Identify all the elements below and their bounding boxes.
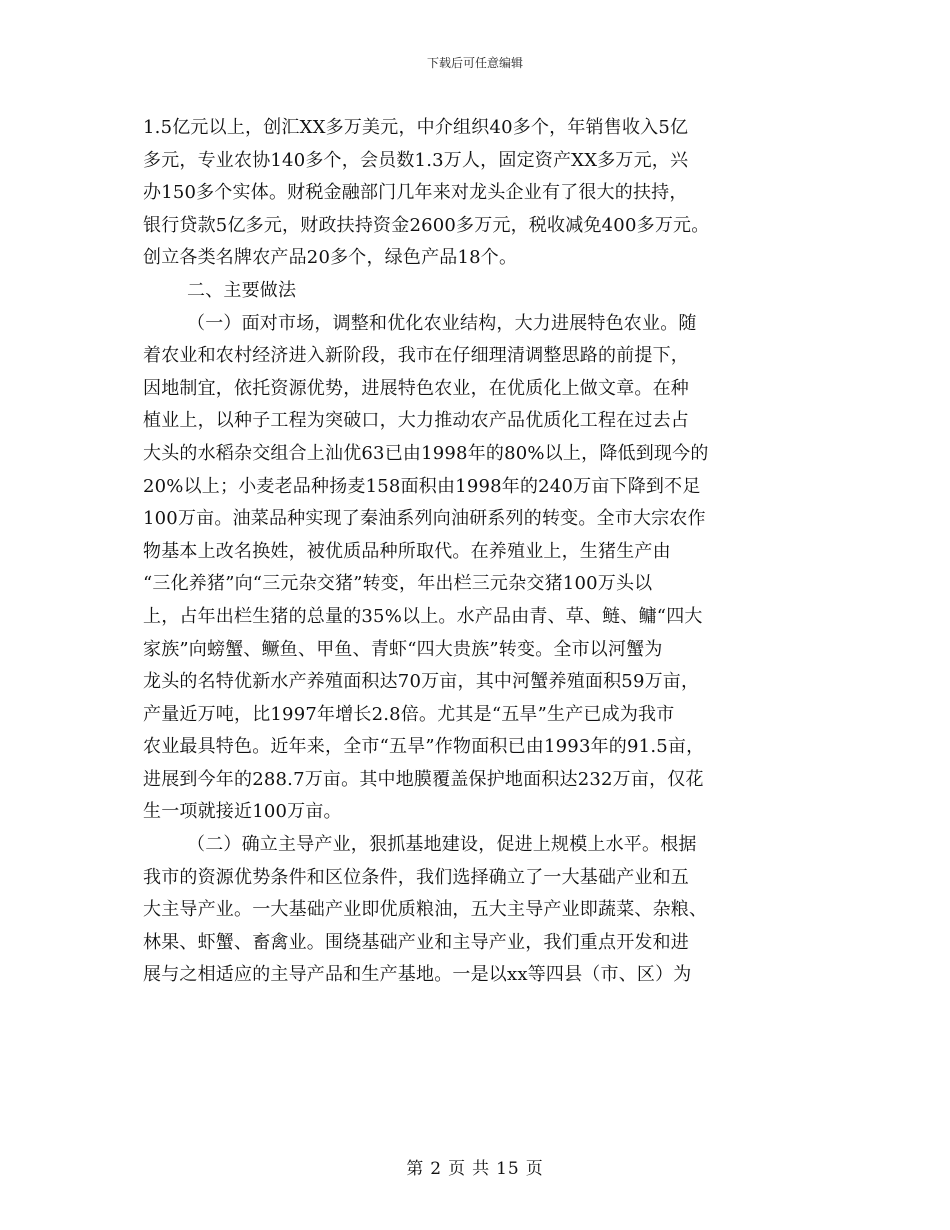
text-line: 农业最具特色。近年来，全市“五旱”作物面积已由1993年的91.5亩， <box>143 736 705 758</box>
text-line: 家族”向螃蟹、鳜鱼、甲鱼、青虾“四大贵族”转变。全市以河蟹为 <box>143 638 663 660</box>
text-line: 大主导产业。一大基础产业即优质粮油，五大主导产业即蔬菜、杂粮、 <box>143 899 708 921</box>
text-line: “三化养猪”向“三元杂交猪”转变，年出栏三元杂交猪100万头以 <box>143 573 653 595</box>
footer-label: 共 <box>472 1159 491 1179</box>
text-line: 大头的水稻杂交组合上汕优63已由1998年的80%以上，降低到现今的 <box>143 442 709 464</box>
text-line: （一）面对市场，调整和优化农业结构，大力进展特色农业。随 <box>187 312 697 334</box>
text-line: 创立各类名牌农产品20多个，绿色产品18个。 <box>143 247 518 269</box>
total-page-number: 15 <box>496 1159 520 1179</box>
text-line: 办150多个实体。财税金融部门几年来对龙头企业有了很大的扶持， <box>143 182 688 204</box>
text-line: 林果、虾蟹、畜禽业。围绕基础产业和主导产业，我们重点开发和进 <box>143 931 689 953</box>
text-line: 上，占年出栏生猪的总量的35%以上。水产品由青、草、鲢、鳙“四大 <box>143 605 703 627</box>
text-line: 多元，专业农协140多个，会员数1.3万人，固定资产XX多万元，兴 <box>143 149 689 171</box>
text-line: 100万亩。油菜品种实现了秦油系列向油研系列的转变。全市大宗农作 <box>143 508 706 530</box>
current-page-number: 2 <box>430 1159 443 1179</box>
text-line: 龙头的名特优新水产养殖面积达70万亩，其中河蟹养殖面积59万亩， <box>143 671 700 693</box>
text-line: 展与之相适应的主导产品和生产基地。一是以xx等四县（市、区）为 <box>143 964 692 986</box>
footer-label: 页 <box>448 1159 467 1179</box>
text-line: 因地制宜，依托资源优势，进展特色农业，在优质化上做文章。在种 <box>143 377 689 399</box>
footer-label: 第 <box>406 1159 425 1179</box>
text-line: 着农业和农村经济进入新阶段，我市在仔细理清调整思路的前提下， <box>143 345 689 367</box>
text-line: 我市的资源优势条件和区位条件，我们选择确立了一大基础产业和五 <box>143 866 689 888</box>
body-text <box>143 112 813 992</box>
text-line: 生一项就接近100万亩。 <box>143 801 342 823</box>
text-line: 进展到今年的288.7万亩。其中地膜覆盖保护地面积达232万亩，仅花 <box>143 768 704 790</box>
text-line: 银行贷款5亿多元，财政扶持资金2600多万元，税收减免400多万元。 <box>143 214 710 236</box>
text-line: 20%以上；小麦老品种扬麦158面积由1998年的240万亩下降到不足 <box>143 475 701 497</box>
section-heading: 二、主要做法 <box>187 279 297 301</box>
footer-label: 页 <box>525 1159 544 1179</box>
page-footer <box>0 1154 950 1179</box>
text-line: （二）确立主导产业，狠抓基地建设，促进上规模上水平。根据 <box>187 834 697 856</box>
text-line: 物基本上改名换姓，被优质品种所取代。在养殖业上，生猪生产由 <box>143 540 671 562</box>
text-line: 1.5亿元以上，创汇XX多万美元，中介组织40多个，年销售收入5亿 <box>143 117 689 138</box>
text-line: 产量近万吨，比1997年增长2.8倍。尤其是“五旱”生产已成为我市 <box>143 703 675 725</box>
page-header: 下载后可任意编辑 <box>426 56 523 70</box>
text-line: 植业上，以种子工程为突破口，大力推动农产品优质化工程在过去占 <box>143 410 689 432</box>
